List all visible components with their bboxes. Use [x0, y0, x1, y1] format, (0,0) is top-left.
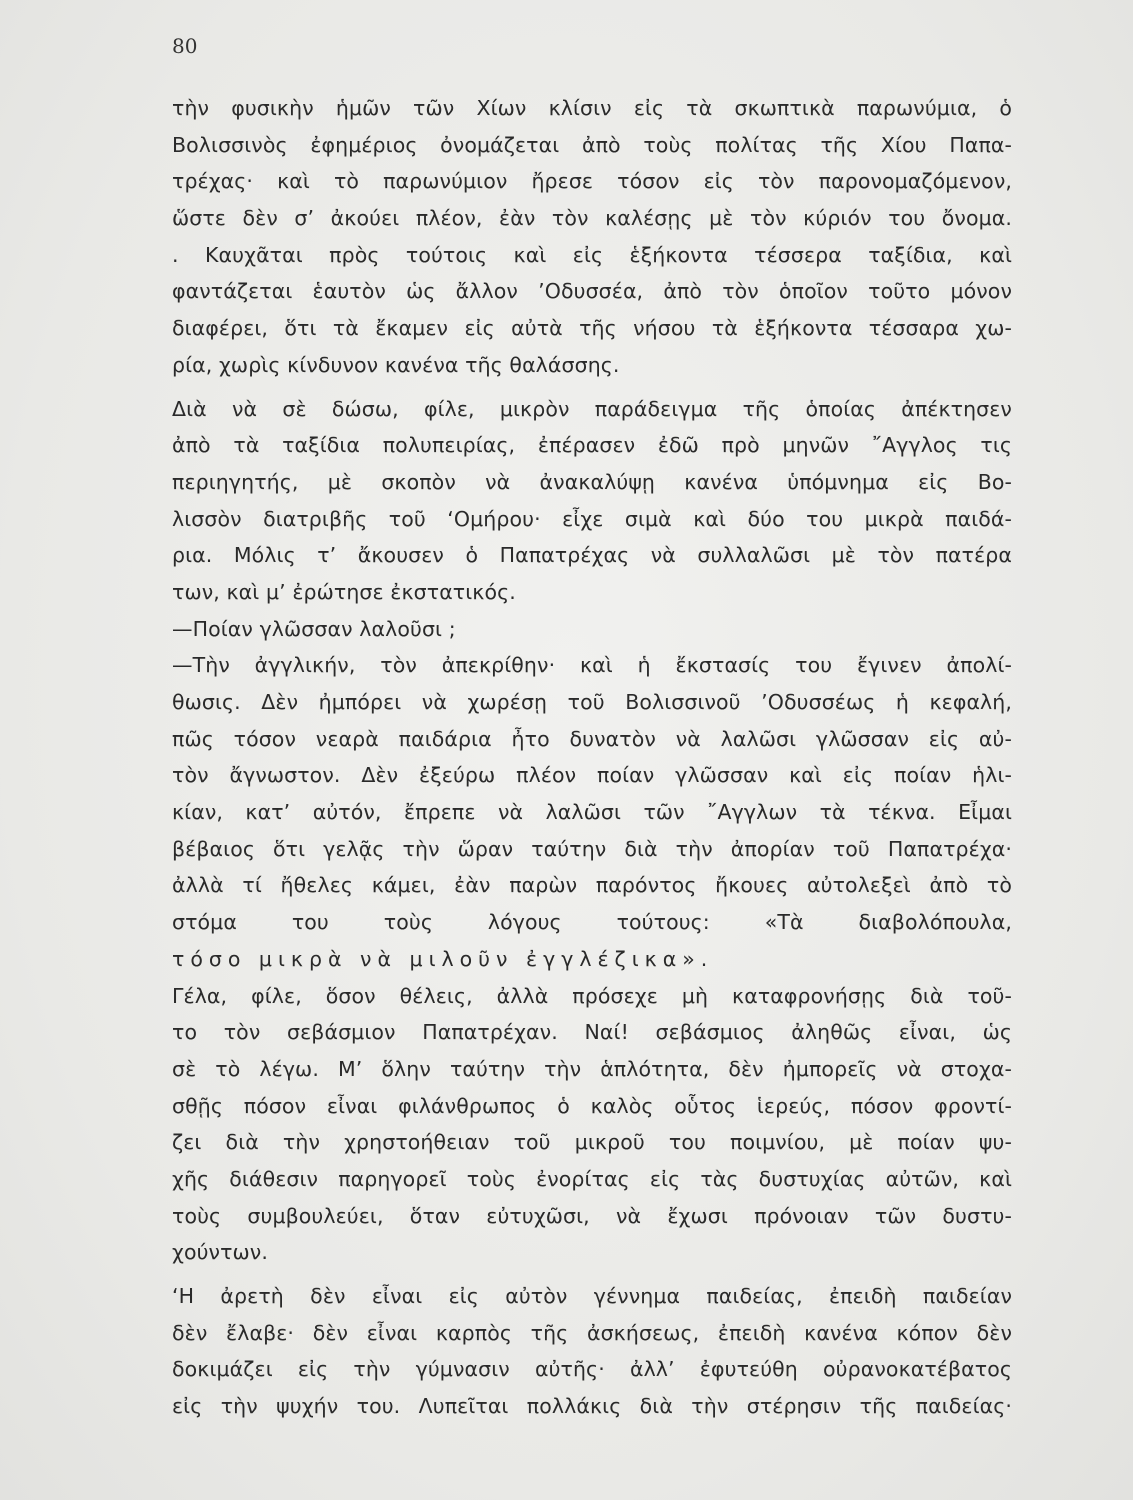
text-line: περιηγητής, μὲ σκοπὸν νὰ ἀνακαλύψῃ κανένα ὑπόμνημα εἰς Βο-: [172, 469, 1012, 494]
text-line: Γέλα, φίλε, ὅσον θέλεις, ἀλλὰ πρόσεχε μὴ καταφρονήσῃς διὰ τοῦ-: [172, 983, 1012, 1008]
text-line: ρία, χωρὶς κίνδυνον κανένα τῆς θαλάσσης.: [172, 352, 620, 377]
text-line: τὸν ἄγνωστον. Δὲν ἐξεύρω πλέον ποίαν γλῶσσαν καὶ εἰς ποίαν ἡλι-: [172, 763, 1012, 788]
text-line: χῆς διάθεσιν παρηγορεῖ τοὺς ἐνορίτας εἰς τὰς δυστυχίας αὐτῶν, καὶ: [172, 1166, 1012, 1191]
text-line: των, καὶ μ’ ἐρώτησε ἐκστατικός.: [172, 579, 516, 604]
text-line: δὲν ἔλαβε· δὲν εἶναι καρπὸς τῆς ἀσκήσεως, ἐπειδὴ κανένα κόπον δὲν: [172, 1320, 1012, 1345]
text-line: Βολισσινὸς ἐφημέριος ὀνομάζεται ἀπὸ τοὺς πολίτας τῆς Χίου Παπα-: [172, 132, 1012, 157]
text-line: ρια. Μόλις τ’ ἄκουσεν ὁ Παπατρέχας νὰ συλλαλῶσι μὲ τὸν πατέρα: [172, 543, 1012, 568]
text-line: πῶς τόσον νεαρὰ παιδάρια ἦτο δυνατὸν νὰ λαλῶσι γλῶσσαν εἰς αὐ-: [172, 726, 1012, 751]
text-line: εἰς τὴν ψυχήν του. Λυπεῖται πολλάκις διὰ τὴν στέρησιν τῆς παιδείας·: [172, 1394, 1012, 1419]
text-line: λισσὸν διατριβῆς τοῦ ‘Ομήρου· εἶχε σιμὰ καὶ δύο του μικρὰ παιδά-: [172, 506, 1012, 531]
text-line: τόσο μικρὰ νὰ μιλοῦν ἐγγλέζικα».: [172, 946, 714, 971]
text-line: τρέχας· καὶ τὸ παρωνύμιον ἤρεσε τόσον εἰς τὸν παρονομαζόμενον,: [172, 169, 1012, 194]
text-line: ζει διὰ τὴν χρηστοήθειαν τοῦ μικροῦ του ποιμνίου, μὲ ποίαν ψυ-: [172, 1130, 1012, 1155]
body-text: [172, 90, 1012, 1425]
text-line: ‘Η ἀρετὴ δὲν εἶναι εἰς αὐτὸν γέννημα παιδείας, ἐπειδὴ παιδείαν: [172, 1284, 1012, 1308]
text-line: ἀλλὰ τί ἤθελες κάμει, ἐὰν παρὼν παρόντος ἤκουες αὐτολεξεὶ ἀπὸ τὸ: [172, 873, 1012, 898]
text-line: τοὺς συμβουλεύει, ὅταν εὐτυχῶσι, νὰ ἔχωσι πρόνοιαν τῶν δυστυ-: [172, 1203, 1012, 1228]
text-line: διαφέρει, ὅτι τὰ ἔκαμεν εἰς αὐτὰ τῆς νήσου τὰ ἑξήκοντα τέσσαρα χω-: [172, 316, 1012, 341]
text-line: το τὸν σεβάσμιον Παπατρέχαν. Ναί! σεβάσμιος ἀληθῶς εἶναι, ὡς: [172, 1020, 1012, 1045]
text-line: —Ποίαν γλῶσσαν λαλοῦσι ;: [172, 616, 456, 641]
page-number: 80: [172, 34, 198, 58]
text-line: ἀπὸ τὰ ταξίδια πολυπειρίας, ἐπέρασεν ἐδῶ πρὸ μηνῶν ῎Αγγλος τις: [172, 433, 1012, 458]
text-line: κίαν, κατ’ αὐτόν, ἔπρεπε νὰ λαλῶσι τῶν ῎Αγγλων τὰ τέκνα. Εἶμαι: [172, 800, 1012, 825]
text-line: θωσις. Δὲν ἠμπόρει νὰ χωρέσῃ τοῦ Βολισσινοῦ ’Οδυσσέως ἡ κεφαλή,: [172, 690, 1012, 714]
text-line: τὴν φυσικὴν ἡμῶν τῶν Χίων κλίσιν εἰς τὰ σκωπτικὰ παρωνύμια, ὁ: [172, 96, 1012, 120]
text-line: —Τὴν ἀγγλικήν, τὸν ἀπεκρίθην· καὶ ἡ ἔκστασίς του ἔγινεν ἀπολί-: [172, 653, 1012, 678]
text-line: δοκιμάζει εἰς τὴν γύμνασιν αὐτῆς· ἀλλ’ ἐφυτεύθη οὐρανοκατέβατος: [172, 1357, 1012, 1382]
text-line: . Καυχᾶται πρὸς τούτοις καὶ εἰς ἑξήκοντα τέσσερα ταξίδια, καὶ: [172, 242, 1012, 267]
text-line: βέβαιος ὅτι γελᾷς τὴν ὥραν ταύτην διὰ τὴν ἀπορίαν τοῦ Παπατρέχα·: [172, 836, 1012, 861]
text-line: σὲ τὸ λέγω. Μ’ ὅλην ταύτην τὴν ἁπλότητα, δὲν ἠμπορεῖς νὰ στοχα-: [172, 1056, 1012, 1081]
text-line: ὥστε δὲν σ’ ἀκούει πλέον, ἐὰν τὸν καλέσῃς μὲ τὸν κύριόν του ὄνομα.: [172, 206, 1012, 231]
text-line: χούντων.: [172, 1240, 268, 1265]
text-line: φαντάζεται ἑαυτὸν ὡς ἄλλον ’Οδυσσέα, ἀπὸ τὸν ὁποῖον τοῦτο μόνον: [172, 279, 1012, 304]
text-line: στόμα του τοὺς λόγους τούτους: «Τὰ διαβολόπουλα,: [172, 910, 1012, 935]
text-line: Διὰ νὰ σὲ δώσω, φίλε, μικρὸν παράδειγμα τῆς ὁποίας ἀπέκτησεν: [172, 396, 1012, 421]
text-line: σθῇς πόσον εἶναι φιλάνθρωπος ὁ καλὸς οὗτος ἱερεύς, πόσον φροντί-: [172, 1093, 1012, 1118]
